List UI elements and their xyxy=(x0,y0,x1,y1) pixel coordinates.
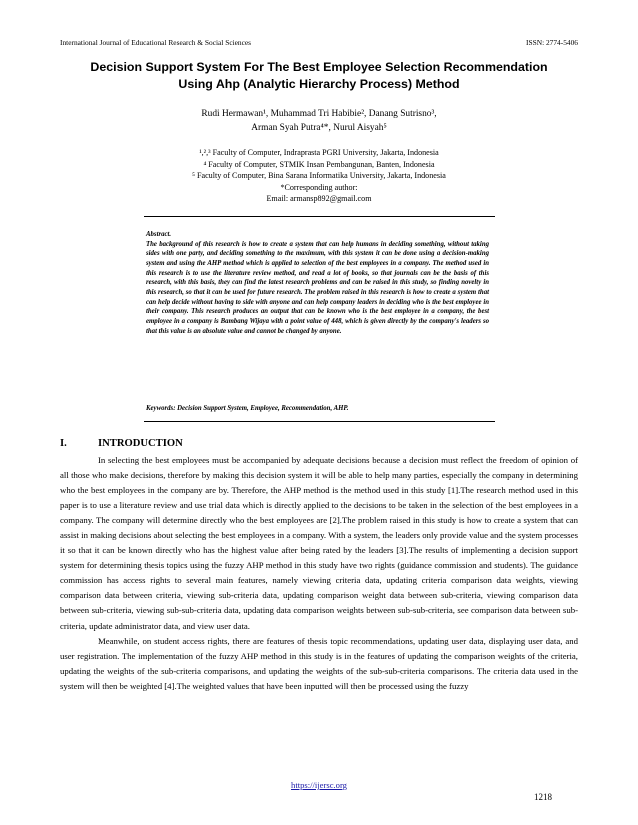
paper-title-line-1: Decision Support System For The Best Employee Selection Recommendation xyxy=(90,60,548,74)
authors-line-1: Rudi Hermawan¹, Muhammad Tri Habibie², Danang Sutrisno³, xyxy=(201,109,437,119)
paragraph-1: In selecting the best employees must be accompanied by adequate decisions because a decision must reflect the freedom of opinion of all those who make decisions, therefore by making this decision system it will be able to help many parties, especially the company in determining who the best employees in the company are by. Therefore, the AHP method is the method used in this study [1].The research method used in this paper is to use a literature review and use trial data which is directly applied to the decisions to be taken in the selection of the best employees in a company. The company will determine directly who the best employees are [2].The problem raised in this study is how to create a system that can assist in making decisions about selecting the best employees in a company. With a system, the leaders only provide value and the system processes it so that it can be known directly who has the highest value after being rated by the leaders [3].The results of implementing a decision support system for determining thesis topics using the fuzzy AHP method in this study have two rights (guidance commission and students). The guidance commission has access rights to several main features, namely viewing criteria data, updating criteria comparison data weights, viewing comparison data between criteria, viewing sub-criteria data, updating comparison weight data between sub-criteria, viewing comparison data between sub-criteria, viewing sub-sub-criteria data, updating data comparison weights between sub-sub-criteria, see comparison data between sub-criteria, update administrator data, and view user data. xyxy=(60,455,578,631)
page-number: 1218 xyxy=(534,792,552,802)
keywords: Keywords: Decision Support System, Employee, Recommendation, AHP. xyxy=(146,405,349,412)
section-title: INTRODUCTION xyxy=(98,438,183,449)
paper-title xyxy=(60,59,578,92)
issn: ISSN: 2774-5406 xyxy=(526,38,578,47)
affiliations xyxy=(60,147,578,205)
authors xyxy=(60,108,578,135)
section-number: I. xyxy=(60,438,67,449)
abstract-text: The background of this research is how to create a system that can help humans in deciding something, without taking sides with one party, and deciding something to the maximum, with this system it can be done using a decision-making system and using the AHP method which is applied to selection of the best employees in a company. The method used in this research is to use the literature review method, and read a lot of books, so that journals can be the basis of this research, with this basis, they can find the latest research problems and can be raised in this study, so finding novelty in this research, so that it can be used for future research. The problem raised in this research is how to create a system that can help decide without having to side with anyone and can help company leaders in deciding who is the best employee in their company. This research produces an output that can be known who is the best employee in a company, the best employee in a company is Bambang Wijaya with a point value of 448, which is given directly by the company's leaders so that this value is an absolute value and cannot be changed by anyone. xyxy=(146,240,489,335)
journal-link[interactable]: https://ijersc.org xyxy=(291,780,347,790)
affiliation-1: ¹,²,³ Faculty of Computer, Indraprasta PGRI University, Jakarta, Indonesia xyxy=(199,148,439,157)
paper-title-line-2: Using Ahp (Analytic Hierarchy Process) Method xyxy=(178,76,460,91)
affiliation-2: ⁴ Faculty of Computer, STMIK Insan Pembangunan, Banten, Indonesia xyxy=(203,159,435,169)
affiliation-3: ⁵ Faculty of Computer, Bina Sarana Informatika University, Jakarta, Indonesia xyxy=(192,171,446,180)
section-heading xyxy=(60,438,183,449)
corresponding-email[interactable]: Email: armansp892@gmail.com xyxy=(266,194,372,203)
abstract xyxy=(146,230,489,336)
abstract-label: Abstract. xyxy=(146,231,172,238)
corresponding-author-label: *Corresponding author: xyxy=(280,182,358,192)
abstract-bottom-rule xyxy=(144,421,495,422)
abstract-top-rule xyxy=(144,216,495,217)
paragraph-2: Meanwhile, on student access rights, there are features of thesis topic recommendations, updating user data, displaying user data, and user registration. The implementation of the fuzzy AHP method in this study is in the features of updating the comparison weights of the criteria, updating the weights of the sub-criteria comparisons, and updating the weights of the sub-sub-criteria comparisons. The criteria data used in the system will then be weighted [4].The weighted values that have been inputted will then be processed using the fuzzy xyxy=(60,635,578,691)
body-text xyxy=(60,453,578,694)
authors-line-2: Arman Syah Putra⁴*, Nurul Aisyah⁵ xyxy=(251,122,387,133)
journal-name: International Journal of Educational Research & Social Sciences xyxy=(60,38,252,47)
